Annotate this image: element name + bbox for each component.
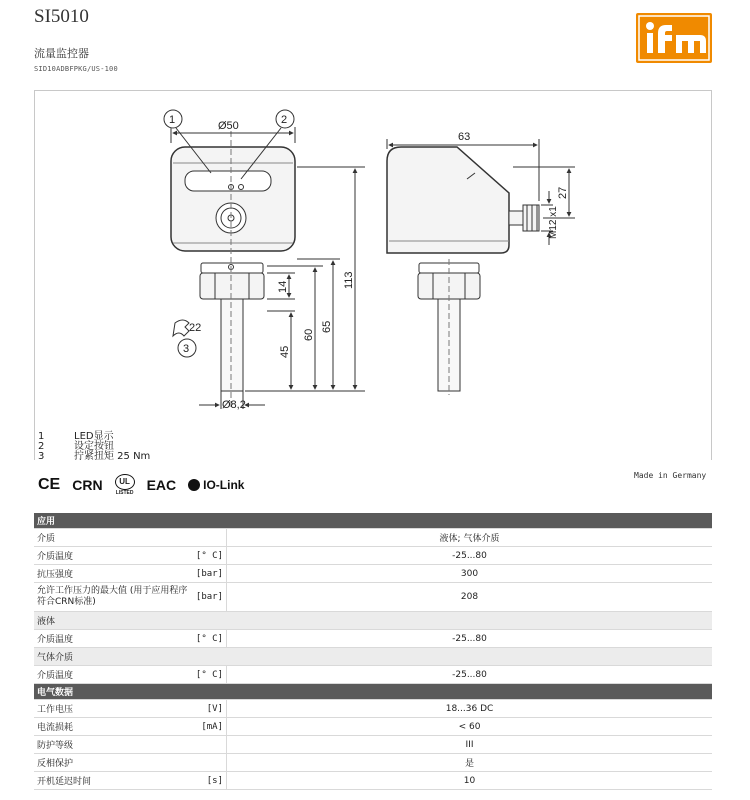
row-unit [192,754,227,772]
table-row [34,754,712,772]
row-value: 液体; 气体介质 [227,529,713,547]
row-unit: [mA] [192,718,227,736]
table-row [34,718,712,736]
product-code: SID10ADBFPKG/US-100 [34,65,118,73]
row-value: 是 [227,754,713,772]
ifm-logo [636,13,712,63]
table-row [34,666,712,684]
ul-listed-mark [115,474,135,496]
table-row [34,630,712,648]
dimension-drawing-frame [34,90,712,460]
legend-item [38,452,150,462]
row-label: 介质温度 [34,630,192,648]
made-in-label: Made in Germany [634,471,707,480]
ul-listed-text: LISTED [115,490,134,496]
row-label: 电流损耗 [34,718,192,736]
iolink-text: IO-Link [203,478,245,492]
section-header-application [34,513,712,529]
callout-1: 1 [169,114,176,126]
subsection-header-liquid [34,612,712,630]
row-label: 抗压强度 [34,565,192,583]
row-value: -25...80 [227,547,713,565]
row-label: 介质 [34,529,192,547]
dim-height-65: 65 [321,320,333,333]
row-unit: [° C] [192,630,227,648]
subsection-title: 气体介质 [34,648,712,666]
table-row [34,565,712,583]
table-row [34,529,712,547]
legend-number: 3 [38,451,45,462]
dim-height-27: 27 [557,186,569,199]
row-unit [192,529,227,547]
dim-wrench-22: 22 [189,322,202,334]
table-row [34,700,712,718]
legend-text: 设定按钮 [74,441,114,452]
row-unit [192,736,227,754]
dim-width-63: 63 [458,131,471,143]
row-unit: [° C] [192,666,227,684]
row-value: 18...36 DC [227,700,713,718]
eac-mark: EAC [146,477,177,493]
iolink-mark [188,478,244,492]
callout-3: 3 [183,343,190,355]
dim-diameter-8-2: Ø8,2 [222,399,246,411]
subsection-title: 液体 [34,612,712,630]
row-value: 208 [227,583,713,612]
row-unit: [bar] [192,583,227,612]
legend-text: LED显示 [74,431,114,442]
row-unit: [s] [192,772,227,790]
dim-height-14: 14 [277,280,289,293]
row-unit: [V] [192,700,227,718]
spec-table [34,513,712,790]
iolink-icon [188,479,200,491]
row-unit: [bar] [192,565,227,583]
dim-height-113: 113 [343,271,355,289]
table-row [34,772,712,790]
dim-height-60: 60 [303,328,315,341]
callout-2: 2 [281,114,288,126]
row-value: -25...80 [227,666,713,684]
row-label: 工作电压 [34,700,192,718]
legend-number: 2 [38,441,45,452]
subsection-header-gas [34,648,712,666]
row-value: -25...80 [227,630,713,648]
table-row [34,583,712,612]
row-label: 介质温度 [34,547,192,565]
row-label: 开机延迟时间 [34,772,192,790]
legend-text: 拧紧扭矩 25 Nm [74,451,151,462]
section-title: 电气数据 [34,684,712,700]
dim-thread-m12: M12 x1 [548,206,559,239]
row-value: < 60 [227,718,713,736]
row-unit: [° C] [192,547,227,565]
row-label: 防护等级 [34,736,192,754]
row-value: III [227,736,713,754]
row-value: 10 [227,772,713,790]
row-label: 反相保护 [34,754,192,772]
section-title: 应用 [34,513,712,529]
legend-list [38,432,150,462]
certification-marks [38,473,244,497]
row-label: 允许工作压力的最大值 (用于应用程序符合CRN标准) [34,583,192,612]
product-subtitle: 流量监控器 [34,47,89,60]
dim-height-45: 45 [279,345,291,358]
page-title: SI5010 [34,6,89,27]
crn-mark: CRN [72,477,103,493]
table-row [34,547,712,565]
section-header-electrical [34,684,712,700]
dimension-drawing [35,91,713,461]
legend-number: 1 [38,431,45,442]
dim-diameter-50: Ø50 [218,120,239,132]
ce-mark: CE [38,476,61,493]
table-row [34,736,712,754]
row-label: 介质温度 [34,666,192,684]
ul-icon: UL [115,474,135,490]
row-value: 300 [227,565,713,583]
